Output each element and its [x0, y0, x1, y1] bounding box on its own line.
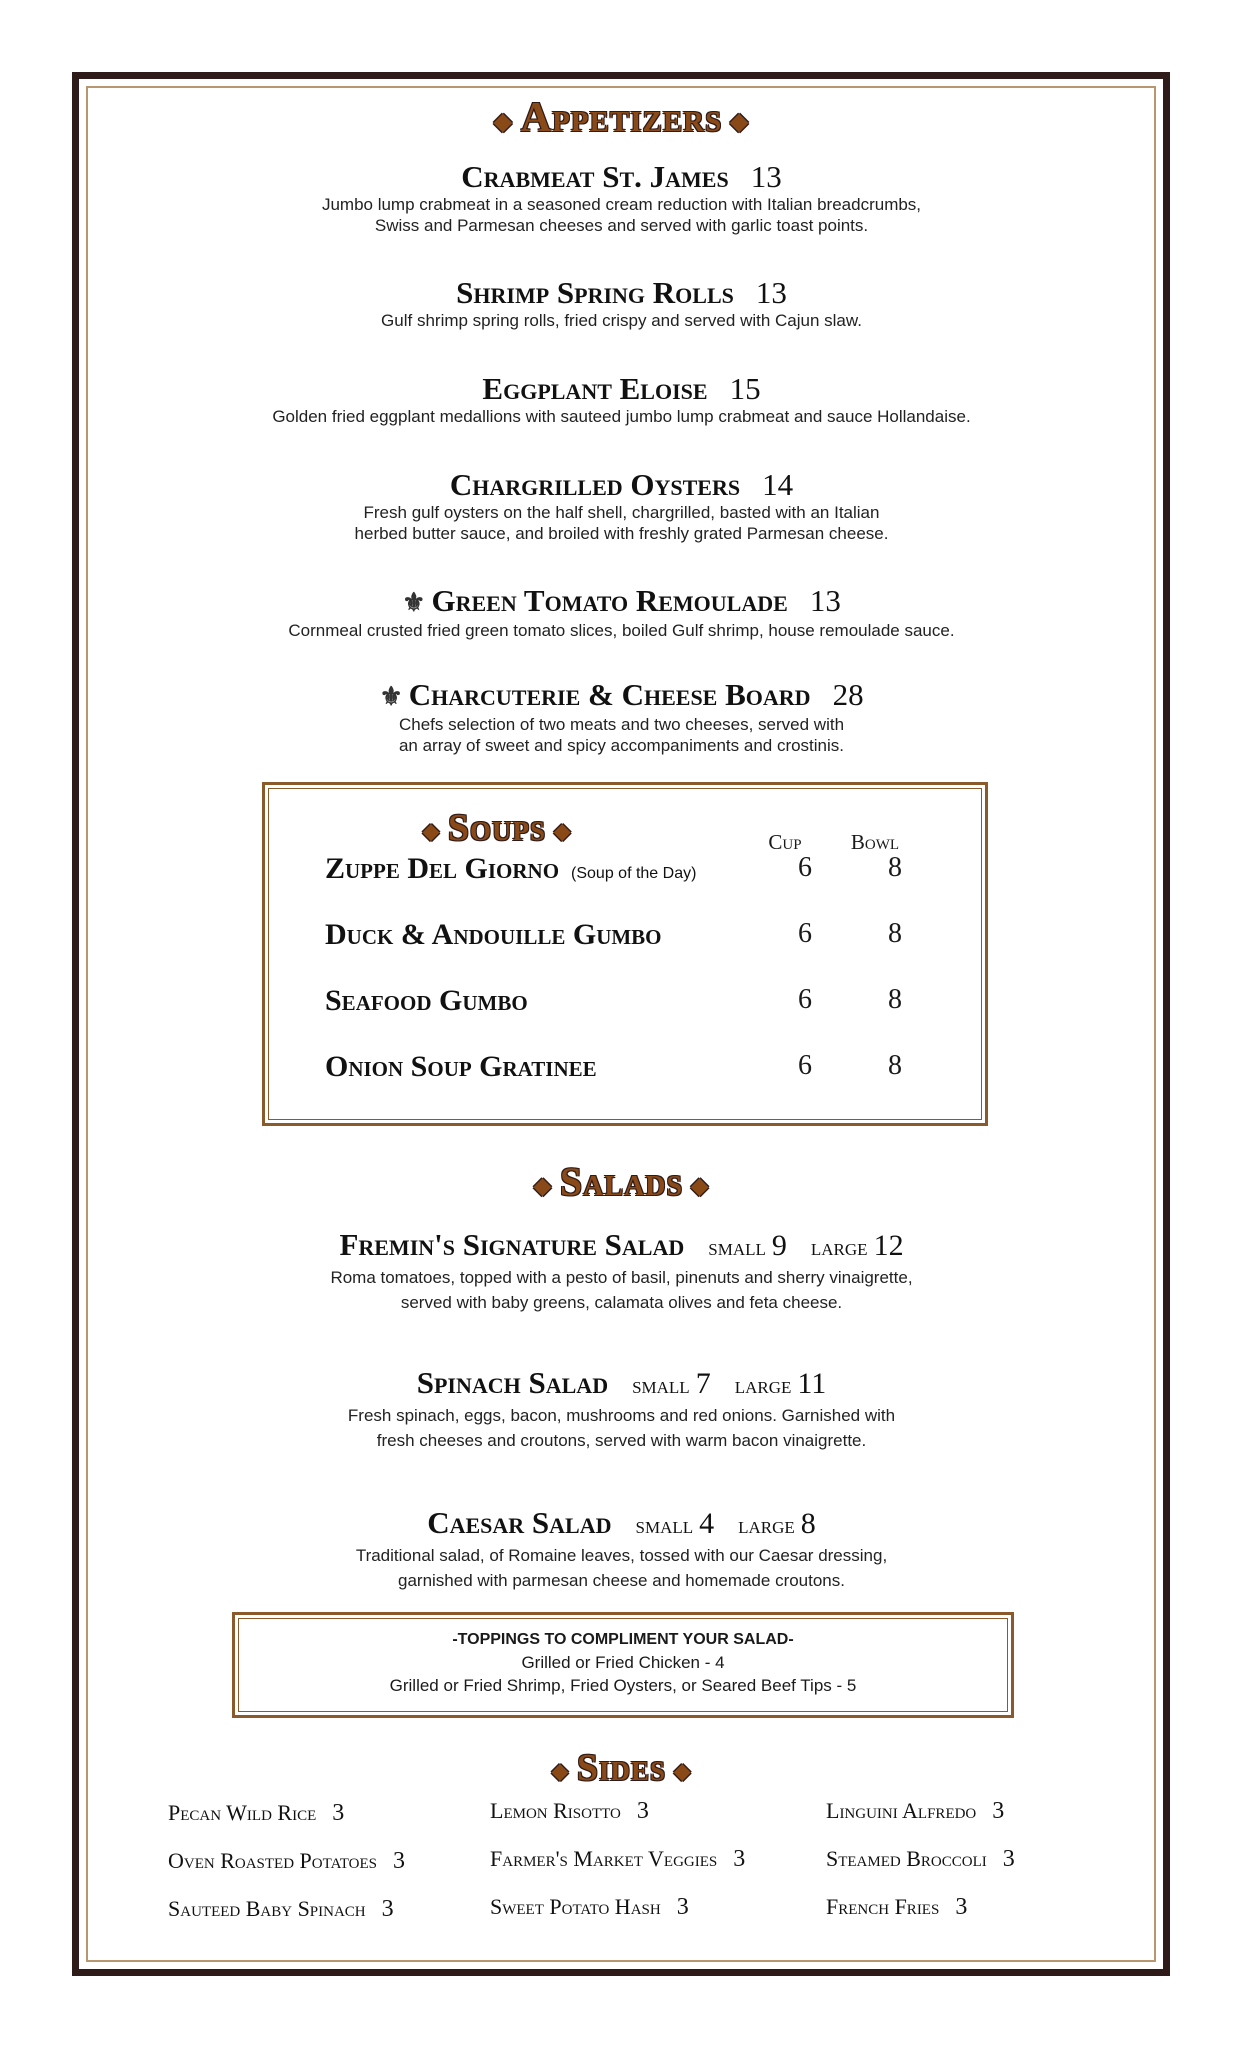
item-name: Shrimp Spring Rolls: [456, 275, 734, 310]
bowl-column-header: Bowl: [850, 830, 900, 854]
item-description: garnished with parmesan cheese and homemade croutons.: [398, 1571, 845, 1590]
soup-cup-price: 6: [798, 918, 812, 949]
item-price: 14: [762, 467, 794, 502]
small-price: 4: [699, 1507, 715, 1540]
small-label: small: [635, 1513, 694, 1539]
salads-heading: ◆ Salads ◆: [534, 1159, 709, 1204]
soup-row: [325, 852, 925, 886]
large-label: large: [738, 1513, 795, 1539]
cup-column-header: Cup: [768, 830, 802, 854]
item-name: Charcuterie & Cheese Board: [408, 677, 811, 712]
soup-row: [325, 918, 925, 952]
item-price: 13: [750, 159, 782, 194]
item-description: served with baby greens, calamata olives and feta cheese.: [400, 1293, 843, 1312]
item-name: Chargrilled Oysters: [449, 467, 741, 502]
item-description: Fresh gulf oysters on the half shell, chargrilled, basted with an Italian: [363, 503, 880, 522]
appetizer-item: [0, 468, 1243, 544]
soup-row: [325, 984, 925, 1018]
toppings-info: [232, 1628, 1014, 1697]
item-description: an array of sweet and spicy accompaniments and crostinis.: [398, 736, 845, 755]
soup-name: Seafood Gumbo: [325, 984, 528, 1017]
item-description: fresh cheeses and croutons, served with warm bacon vinaigrette.: [376, 1431, 867, 1450]
appetizer-item: [0, 678, 1243, 756]
small-price: 7: [695, 1367, 711, 1400]
soup-cup-price: 6: [798, 984, 812, 1015]
soup-name: Zuppe Del Giorno: [325, 852, 560, 885]
soup-name: Duck & Andouille Gumbo: [325, 918, 662, 951]
salad-item: [0, 1228, 1243, 1315]
item-description: Roma tomatoes, topped with a pesto of basil, pinenuts and sherry vinaigrette,: [330, 1268, 913, 1287]
side-item: Steamed Broccoli 3: [826, 1846, 1015, 1872]
side-item: Sauteed Baby Spinach 3: [168, 1896, 394, 1922]
item-name: Crabmeat St. James: [461, 159, 729, 194]
large-label: large: [734, 1373, 792, 1399]
item-price: 13: [809, 583, 841, 618]
small-label: small: [708, 1235, 766, 1261]
item-description: herbed butter sauce, and broiled with freshly grated Parmesan cheese.: [354, 524, 889, 543]
soup-name: Onion Soup Gratinee: [325, 1050, 597, 1083]
soup-bowl-price: 8: [888, 1050, 902, 1081]
item-description: Fresh spinach, eggs, bacon, mushrooms and red onions. Garnished with: [347, 1406, 896, 1425]
salad-item: [0, 1506, 1243, 1593]
soup-cup-price: 6: [798, 852, 812, 883]
toppings-title: -TOPPINGS TO COMPLIMENT YOUR SALAD-: [452, 1631, 794, 1648]
item-description: Cornmeal crusted fried green tomato slices, boiled Gulf shrimp, house remoulade sauce.: [288, 621, 955, 640]
soup-note: (Soup of the Day): [571, 865, 697, 882]
item-price: 13: [755, 275, 787, 310]
appetizer-item: [0, 276, 1243, 331]
soups-heading: ◆ Soups ◆: [422, 807, 572, 849]
item-name: Spinach Salad: [416, 1365, 609, 1400]
sides-heading: ◆ Sides ◆: [551, 1747, 692, 1789]
appetizer-item: [0, 372, 1243, 427]
appetizer-item: [0, 584, 1243, 641]
large-price: 11: [797, 1367, 827, 1400]
item-name: Caesar Salad: [427, 1505, 612, 1540]
small-label: small: [632, 1373, 690, 1399]
item-price: 15: [729, 371, 761, 406]
soup-cup-price: 6: [798, 1050, 812, 1081]
side-item: Linguini Alfredo 3: [826, 1798, 1005, 1824]
appetizers-heading: ◆ Appetizers ◆: [493, 95, 750, 141]
large-price: 8: [800, 1507, 816, 1540]
small-price: 9: [771, 1229, 787, 1262]
item-name: Fremin's Signature Salad: [339, 1227, 685, 1262]
soup-bowl-price: 8: [888, 918, 902, 949]
soup-bowl-price: 8: [888, 984, 902, 1015]
item-description: Chefs selection of two meats and two cheeses, served with: [398, 715, 845, 734]
soup-bowl-price: 8: [888, 852, 902, 883]
item-name: Green Tomato Remoulade: [431, 583, 788, 618]
appetizer-item: [0, 160, 1243, 236]
large-price: 12: [873, 1229, 904, 1262]
item-description: Gulf shrimp spring rolls, fried crispy and served with Cajun slaw.: [381, 311, 862, 330]
salad-item: [0, 1366, 1243, 1453]
side-item: Sweet Potato Hash 3: [490, 1894, 689, 1920]
item-description: Traditional salad, of Romaine leaves, tossed with our Caesar dressing,: [355, 1546, 888, 1565]
toppings-line: Grilled or Fried Chicken - 4: [521, 1653, 725, 1672]
item-name: Eggplant Eloise: [482, 371, 708, 406]
fleur-de-lis-icon: ⚜: [379, 682, 403, 711]
side-item: Oven Roasted Potatoes 3: [168, 1848, 405, 1874]
side-item: Farmer's Market Veggies 3: [490, 1846, 746, 1872]
item-description: Jumbo lump crabmeat in a seasoned cream reduction with Italian breadcrumbs,: [321, 195, 922, 214]
item-price: 28: [832, 677, 864, 712]
fleur-de-lis-icon: ⚜: [402, 588, 426, 617]
toppings-line: Grilled or Fried Shrimp, Fried Oysters, or Seared Beef Tips - 5: [389, 1676, 857, 1695]
side-item: Pecan Wild Rice 3: [168, 1800, 345, 1826]
item-description: Golden fried eggplant medallions with sauteed jumbo lump crabmeat and sauce Hollandaise.: [272, 407, 971, 426]
soup-row: [325, 1050, 925, 1084]
side-item: French Fries 3: [826, 1894, 968, 1920]
item-description: Swiss and Parmesan cheeses and served with garlic toast points.: [374, 216, 869, 235]
side-item: Lemon Risotto 3: [490, 1798, 649, 1824]
large-label: large: [810, 1235, 868, 1261]
